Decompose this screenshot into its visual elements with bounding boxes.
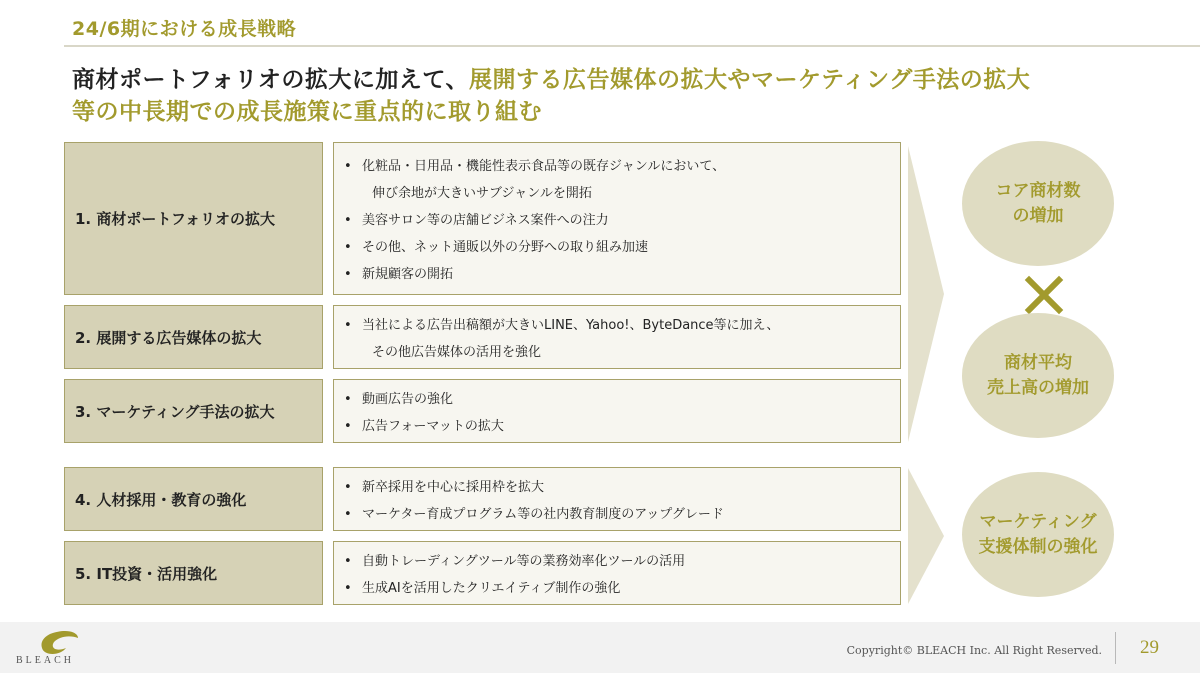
headline-accent: 展開する広告媒体の拡大やマーケティング手法の拡大: [468, 67, 1031, 93]
strategy-label: 5. IT投資・活用強化: [64, 541, 323, 605]
bullet-dot: •: [344, 554, 352, 569]
bullet-item: • 当社による広告出稿額が大きいLINE、Yahoo!、ByteDance等に加え、: [344, 312, 886, 339]
bullet-dot: •: [344, 581, 352, 596]
bullet-dot: •: [344, 480, 352, 495]
bullet-dot: •: [344, 318, 352, 333]
bullet-continuation: その他広告媒体の活用を強化: [372, 345, 542, 360]
headline-accent-line2: 等の中長期での成長施策に重点的に取り組む: [72, 99, 542, 125]
headline-dark: 商材ポートフォリオの拡大に加えて、: [72, 67, 469, 93]
bullet-item: • 生成AIを活用したクリエイティブ制作の強化: [344, 575, 886, 602]
bullet-dot: •: [344, 159, 352, 174]
chevron-right-icon: [908, 146, 944, 442]
page-number: 29: [1140, 637, 1159, 658]
strategy-details: [333, 467, 901, 531]
bullet-dot: •: [344, 419, 352, 434]
strategy-details: [333, 541, 901, 605]
bullet-dot: •: [344, 240, 352, 255]
bullet-item: • 新卒採用を中心に採用枠を拡大: [344, 474, 886, 501]
bullet-item: • 美容サロン等の店舗ビジネス案件への注力: [344, 207, 886, 234]
bullet-item: • マーケター育成プログラム等の社内教育制度のアップグレード: [344, 501, 886, 528]
outcome-marketing-support: マーケティング 支援体制の強化: [962, 472, 1114, 597]
copyright: Copyright© BLEACH Inc. All Right Reserved.: [846, 644, 1102, 657]
outcome-average-sales: 商材平均 売上高の増加: [962, 313, 1114, 438]
footer-divider: [1115, 632, 1116, 664]
bullet-item: • 自動トレーディングツール等の業務効率化ツールの活用: [344, 548, 886, 575]
bullet-item: • 化粧品・日用品・機能性表示食品等の既存ジャンルにおいて、: [344, 153, 886, 180]
strategy-label: 4. 人材採用・教育の強化: [64, 467, 323, 531]
strategy-details: [333, 379, 901, 443]
bullet-dot: •: [344, 267, 352, 282]
header-divider: [64, 45, 1200, 47]
chevron-right-icon: [908, 468, 944, 604]
page-title: 24/6期における成長戦略: [72, 18, 297, 40]
headline: [72, 64, 1030, 128]
bullet-item: • 動画広告の強化: [344, 386, 886, 413]
strategy-label: 1. 商材ポートフォリオの拡大: [64, 142, 323, 295]
slide-header: [0, 0, 1200, 48]
strategy-label: 3. マーケティング手法の拡大: [64, 379, 323, 443]
bullet-item: • 広告フォーマットの拡大: [344, 413, 886, 440]
strategy-details: [333, 305, 901, 369]
bullet-dot: •: [344, 507, 352, 522]
bullet-continuation: 伸び余地が大きいサブジャンルを開拓: [372, 186, 592, 201]
times-icon: [1024, 275, 1064, 315]
outcome-core-products: コア商材数 の増加: [962, 141, 1114, 266]
strategy-label: 2. 展開する広告媒体の拡大: [64, 305, 323, 369]
bullet-item: • その他、ネット通販以外の分野への取り組み加速: [344, 234, 886, 261]
logo-text: BLEACH: [16, 655, 74, 666]
bullet-dot: •: [344, 392, 352, 407]
strategy-details: [333, 142, 901, 295]
bullet-item: • 新規顧客の開拓: [344, 261, 886, 288]
slide-footer: [0, 622, 1200, 673]
bullet-dot: •: [344, 213, 352, 228]
